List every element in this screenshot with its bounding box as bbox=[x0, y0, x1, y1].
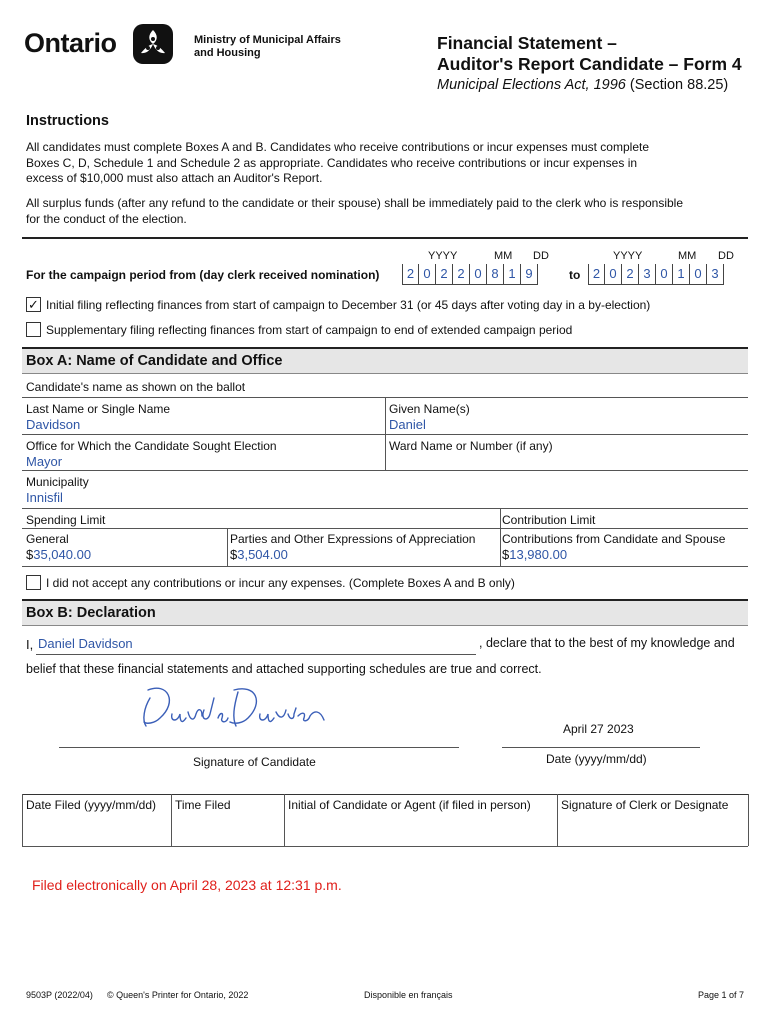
signature-line bbox=[59, 747, 459, 748]
to-digit: 2 bbox=[588, 264, 605, 285]
from-digit: 0 bbox=[470, 264, 487, 285]
divider bbox=[22, 846, 748, 847]
divider bbox=[22, 794, 23, 846]
campaign-period-label: For the campaign period from (day clerk received nomination) bbox=[26, 268, 380, 282]
declaration-text: , declare that to the best of my knowledge and bbox=[479, 636, 735, 650]
declaration-i: I, bbox=[26, 637, 34, 652]
form-number: 9503P (2022/04) bbox=[26, 990, 93, 1000]
ministry-line-1: Ministry of Municipal Affairs bbox=[194, 34, 341, 46]
date-line bbox=[502, 747, 700, 748]
to-mm-header: MM bbox=[678, 250, 697, 262]
from-digit: 1 bbox=[504, 264, 521, 285]
municipality-value[interactable]: Innisfil bbox=[26, 490, 63, 505]
contrib-candidate-label: Contributions from Candidate and Spouse bbox=[502, 532, 726, 546]
instructions-paragraph-1 bbox=[26, 140, 746, 187]
instr-p1-line3: excess of $10,000 must also attach an Auditor's Report. bbox=[26, 171, 323, 185]
divider bbox=[22, 528, 500, 529]
box-b-header bbox=[22, 599, 748, 626]
supplementary-filing-label: Supplementary filing reflecting finances from start of campaign to end of extended campaign period bbox=[46, 323, 573, 337]
from-date-field[interactable] bbox=[402, 264, 538, 285]
parties-amount: 3,504.00 bbox=[237, 547, 288, 562]
date-caption: Date (yyyy/mm/dd) bbox=[546, 752, 647, 766]
ministry-name bbox=[194, 34, 341, 60]
divider bbox=[22, 434, 748, 435]
candidate-signature[interactable] bbox=[138, 678, 338, 738]
belief-text: belief that these financial statements and attached supporting schedules are true and correct. bbox=[26, 662, 542, 676]
box-a-title: Box A: Name of Candidate and Office bbox=[26, 353, 283, 369]
form-title-block bbox=[437, 33, 742, 93]
from-digit: 2 bbox=[436, 264, 453, 285]
no-contributions-label: I did not accept any contributions or incur any expenses. (Complete Boxes A and B only) bbox=[46, 576, 515, 590]
from-yyyy-header: YYYY bbox=[428, 250, 458, 262]
divider bbox=[557, 794, 558, 846]
from-mm-header: MM bbox=[494, 250, 513, 262]
from-dd-header: DD bbox=[533, 250, 549, 262]
to-digit: 0 bbox=[690, 264, 707, 285]
box-a-header bbox=[22, 347, 748, 374]
divider bbox=[22, 508, 748, 509]
form-title-line-1: Financial Statement – bbox=[437, 33, 617, 53]
signature-caption: Signature of Candidate bbox=[193, 755, 316, 769]
ballot-name-label: Candidate's name as shown on the ballot bbox=[26, 380, 246, 394]
divider bbox=[500, 508, 501, 566]
to-digit: 0 bbox=[605, 264, 622, 285]
instructions-paragraph-2 bbox=[26, 196, 746, 227]
given-name-value[interactable]: Daniel bbox=[389, 417, 426, 432]
supplementary-filing-checkbox[interactable] bbox=[26, 322, 41, 337]
contribution-limit-label: Contribution Limit bbox=[502, 513, 596, 527]
from-digit: 8 bbox=[487, 264, 504, 285]
to-digit: 3 bbox=[639, 264, 656, 285]
to-yyyy-header: YYYY bbox=[613, 250, 643, 262]
trillium-icon bbox=[133, 24, 173, 64]
last-name-value[interactable]: Davidson bbox=[26, 417, 81, 432]
ward-label: Ward Name or Number (if any) bbox=[389, 439, 553, 453]
general-label: General bbox=[26, 532, 69, 546]
divider bbox=[284, 794, 285, 846]
declarant-underline bbox=[36, 654, 476, 655]
to-digit: 1 bbox=[673, 264, 690, 285]
to-label: to bbox=[569, 268, 581, 282]
municipality-label: Municipality bbox=[26, 475, 89, 489]
divider bbox=[22, 470, 748, 471]
french-available: Disponible en français bbox=[364, 990, 453, 1000]
filed-electronically-note: Filed electronically on April 28, 2023 at 12:31 p.m. bbox=[32, 877, 342, 893]
act-section: (Section 88.25) bbox=[629, 77, 729, 93]
clerk-signature-label: Signature of Clerk or Designate bbox=[561, 798, 729, 812]
office-value[interactable]: Mayor bbox=[26, 454, 63, 469]
divider bbox=[748, 794, 749, 846]
to-digit: 0 bbox=[656, 264, 673, 285]
page-number: Page 1 of 7 bbox=[698, 990, 745, 1000]
initial-filing-label: Initial filing reflecting finances from start of campaign to December 31 (or 45 days after voting day in a by-election) bbox=[46, 298, 651, 312]
divider bbox=[227, 528, 228, 566]
act-reference bbox=[437, 77, 742, 93]
copyright: © Queen's Printer for Ontario, 2022 bbox=[107, 990, 249, 1000]
dollar-sign: $ bbox=[230, 547, 238, 562]
instr-p2-line2: for the conduct of the election. bbox=[26, 211, 187, 226]
from-digit: 0 bbox=[419, 264, 436, 285]
to-dd-header: DD bbox=[718, 250, 734, 262]
divider bbox=[500, 528, 748, 529]
general-amount: 35,040.00 bbox=[33, 547, 92, 562]
to-digit: 2 bbox=[622, 264, 639, 285]
initial-label: Initial of Candidate or Agent (if filed in person) bbox=[288, 798, 531, 812]
act-name: Municipal Elections Act, 1996 bbox=[437, 77, 626, 93]
office-label: Office for Which the Candidate Sought Election bbox=[26, 439, 277, 453]
contrib-value[interactable] bbox=[502, 547, 567, 562]
given-name-label: Given Name(s) bbox=[389, 402, 470, 416]
ministry-line-2: and Housing bbox=[194, 47, 261, 59]
spending-limit-label: Spending Limit bbox=[26, 513, 106, 527]
no-contributions-checkbox[interactable] bbox=[26, 575, 41, 590]
from-digit: 2 bbox=[402, 264, 419, 285]
to-digit: 3 bbox=[707, 264, 724, 285]
instr-p2-line1: All surplus funds (after any refund to the candidate or their spouse) shall be immediately paid to the clerk who is responsible bbox=[26, 196, 684, 210]
to-date-field[interactable] bbox=[588, 264, 724, 285]
dollar-sign: $ bbox=[26, 547, 34, 562]
instr-p1-line1: All candidates must complete Boxes A and B. Candidates who receive contributions or incur expenses must complete bbox=[26, 140, 649, 154]
divider bbox=[171, 794, 172, 846]
time-filed-label: Time Filed bbox=[175, 798, 231, 812]
general-value[interactable] bbox=[26, 547, 91, 562]
from-digit: 2 bbox=[453, 264, 470, 285]
from-digit: 9 bbox=[521, 264, 538, 285]
parties-value[interactable] bbox=[230, 547, 288, 562]
box-b-title: Box B: Declaration bbox=[26, 605, 156, 621]
divider bbox=[22, 566, 748, 567]
parties-label: Parties and Other Expressions of Appreciation bbox=[230, 532, 476, 546]
logo-text: Ontario bbox=[24, 28, 117, 58]
instructions-heading: Instructions bbox=[26, 113, 109, 129]
initial-filing-checkbox[interactable]: ✓ bbox=[26, 297, 41, 312]
instr-p1-line2: Boxes C, D, Schedule 1 and Schedule 2 as appropriate. Candidates who receive contributions or incur expenses in bbox=[26, 155, 638, 170]
divider bbox=[22, 794, 748, 795]
last-name-label: Last Name or Single Name bbox=[26, 402, 171, 416]
date-filed-label: Date Filed (yyyy/mm/dd) bbox=[26, 798, 157, 812]
divider bbox=[22, 237, 748, 239]
contrib-amount: 13,980.00 bbox=[509, 547, 568, 562]
dollar-sign: $ bbox=[502, 547, 510, 562]
form-title-line-2: Auditor's Report Candidate – Form 4 bbox=[437, 54, 742, 74]
declaration-date-value[interactable]: April 27 2023 bbox=[563, 722, 634, 736]
declarant-name[interactable]: Daniel Davidson bbox=[38, 636, 133, 651]
